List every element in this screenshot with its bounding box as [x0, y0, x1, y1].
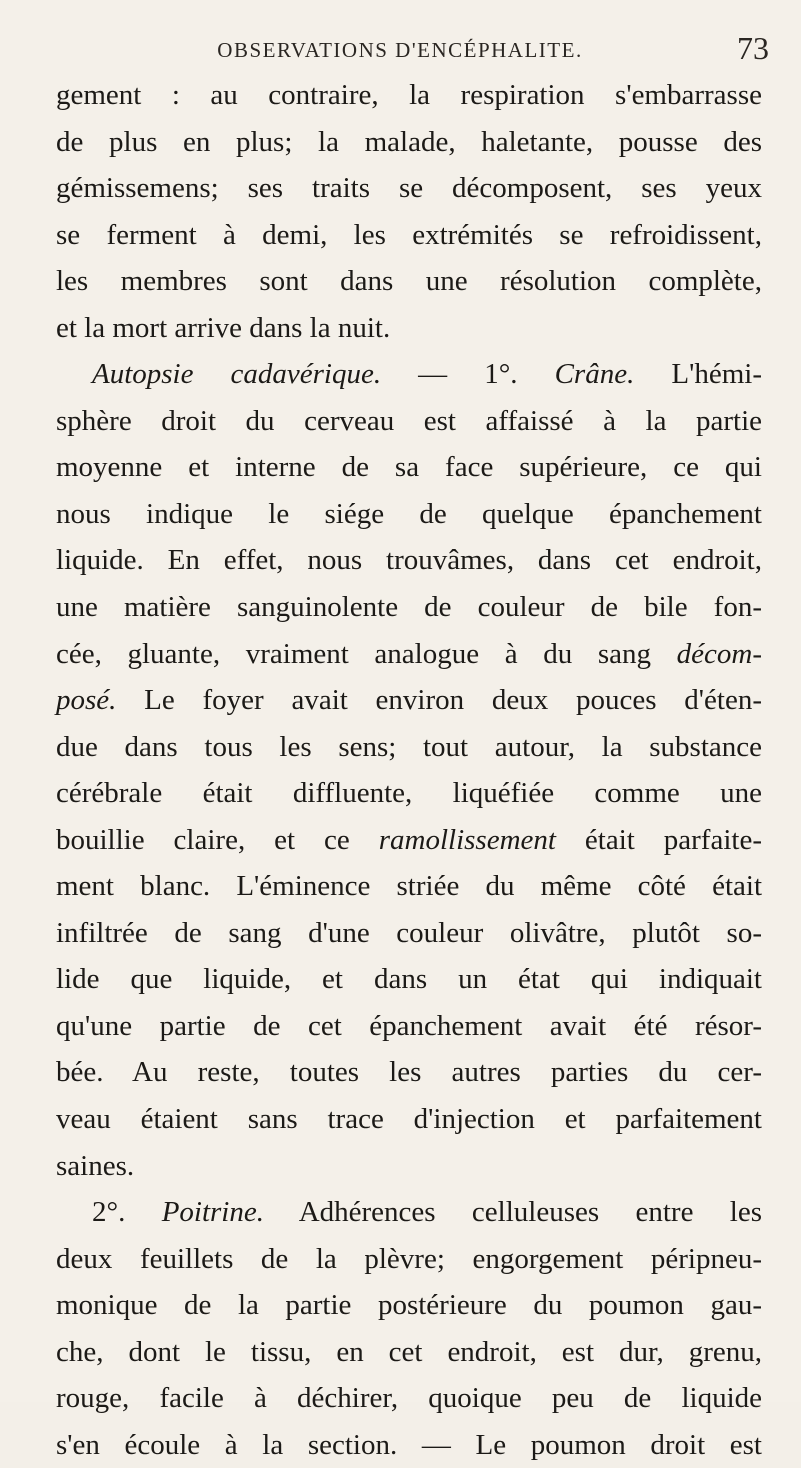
text-run: infiltrée de sang d'une couleur olivâtre, plutôt so- [56, 916, 762, 949]
italic-text: Crâne. [554, 358, 635, 391]
text-line [56, 1143, 762, 1190]
text-run: due dans tous les sens; tout autour, la substance [56, 730, 762, 763]
text-line [56, 398, 762, 445]
italic-text: ramollissement [378, 823, 556, 856]
text-run: les membres sont dans une résolution complète, [56, 265, 762, 298]
text-line [56, 956, 762, 1003]
text-line [56, 444, 762, 491]
text-line [56, 1282, 762, 1329]
text-run: deux feuillets de la plèvre; engorgement péripneu- [56, 1242, 762, 1275]
text-line [56, 212, 762, 259]
text-line [56, 1049, 762, 1096]
text-run: et la mort arrive dans la nuit. [56, 311, 391, 344]
text-run: lide que liquide, et dans un état qui indiquait [56, 963, 762, 996]
text-run: bouillie claire, et ce [56, 823, 379, 856]
text-run: veau étaient sans trace d'injection et parfaitement [56, 1103, 762, 1136]
text-line [56, 72, 762, 119]
text-run: monique de la partie postérieure du poumon gau- [56, 1289, 762, 1322]
text-line [56, 1003, 762, 1050]
italic-text: décom- [676, 637, 762, 670]
text-line [56, 119, 762, 166]
text-run: liquide. En effet, nous trouvâmes, dans cet endroit, [56, 544, 762, 577]
text-line [56, 1096, 762, 1143]
text-run: Le foyer avait environ deux pouces d'éten- [116, 684, 762, 717]
body-text [56, 72, 762, 1468]
text-line [56, 1375, 762, 1422]
text-run: moyenne et interne de sa face supérieure, ce qui [56, 451, 762, 484]
text-run: rouge, facile à déchirer, quoique peu de liquide [56, 1382, 762, 1415]
text-line [56, 1329, 762, 1376]
text-line [56, 584, 762, 631]
text-run: sphère droit du cerveau est affaissé à la partie [56, 404, 762, 437]
running-head: OBSERVATIONS D'ENCÉPHALITE. [217, 38, 583, 62]
text-run: L'hémi- [634, 358, 762, 391]
page-number: 73 [737, 30, 769, 66]
text-run: che, dont le tissu, en cet endroit, est dur, grenu, [56, 1335, 762, 1368]
text-run: ment blanc. L'éminence striée du même côté était [56, 870, 762, 903]
text-run: Adhérences celluleuses entre les [263, 1196, 762, 1229]
text-line [56, 863, 762, 910]
text-line [56, 491, 762, 538]
text-run: était parfaite- [555, 823, 762, 856]
text-line [56, 305, 762, 352]
text-line [56, 770, 762, 817]
text-line [56, 258, 762, 305]
italic-text: Autopsie cadavérique. [92, 358, 382, 391]
text-run: nous indique le siége de quelque épanchement [56, 497, 762, 530]
text-line [56, 910, 762, 957]
text-run: gémissemens; ses traits se décomposent, ses yeux [56, 172, 762, 205]
text-run: saines. [56, 1149, 135, 1182]
text-run: cée, gluante, vraiment analogue à du sang [56, 637, 677, 670]
text-line [56, 631, 762, 678]
text-run: de plus en plus; la malade, haletante, pousse des [56, 125, 762, 158]
text-line [56, 677, 762, 724]
text-line [56, 165, 762, 212]
text-line [56, 1189, 762, 1236]
text-run: gement : au contraire, la respiration s'embarrasse [56, 79, 762, 111]
italic-text: posé. [56, 684, 117, 717]
text-line [56, 537, 762, 584]
text-line [56, 724, 762, 771]
text-line [56, 817, 762, 864]
text-run: se ferment à demi, les extrémités se refroidissent, [56, 218, 762, 251]
text-run: 2°. [92, 1196, 162, 1229]
text-run: s'en écoule à la section. — Le poumon droit est [56, 1428, 762, 1461]
text-run: qu'une partie de cet épanchement avait été résor- [56, 1009, 762, 1042]
text-line [56, 1236, 762, 1283]
text-run: une matière sanguinolente de couleur de bile fon- [56, 591, 762, 624]
text-line [56, 351, 762, 398]
text-run: — 1°. [381, 358, 555, 391]
text-line [56, 1422, 762, 1468]
italic-text: Poitrine. [161, 1196, 264, 1229]
text-run: cérébrale était diffluente, liquéfiée comme une [56, 777, 762, 810]
text-run: bée. Au reste, toutes les autres parties du cer- [56, 1056, 762, 1089]
